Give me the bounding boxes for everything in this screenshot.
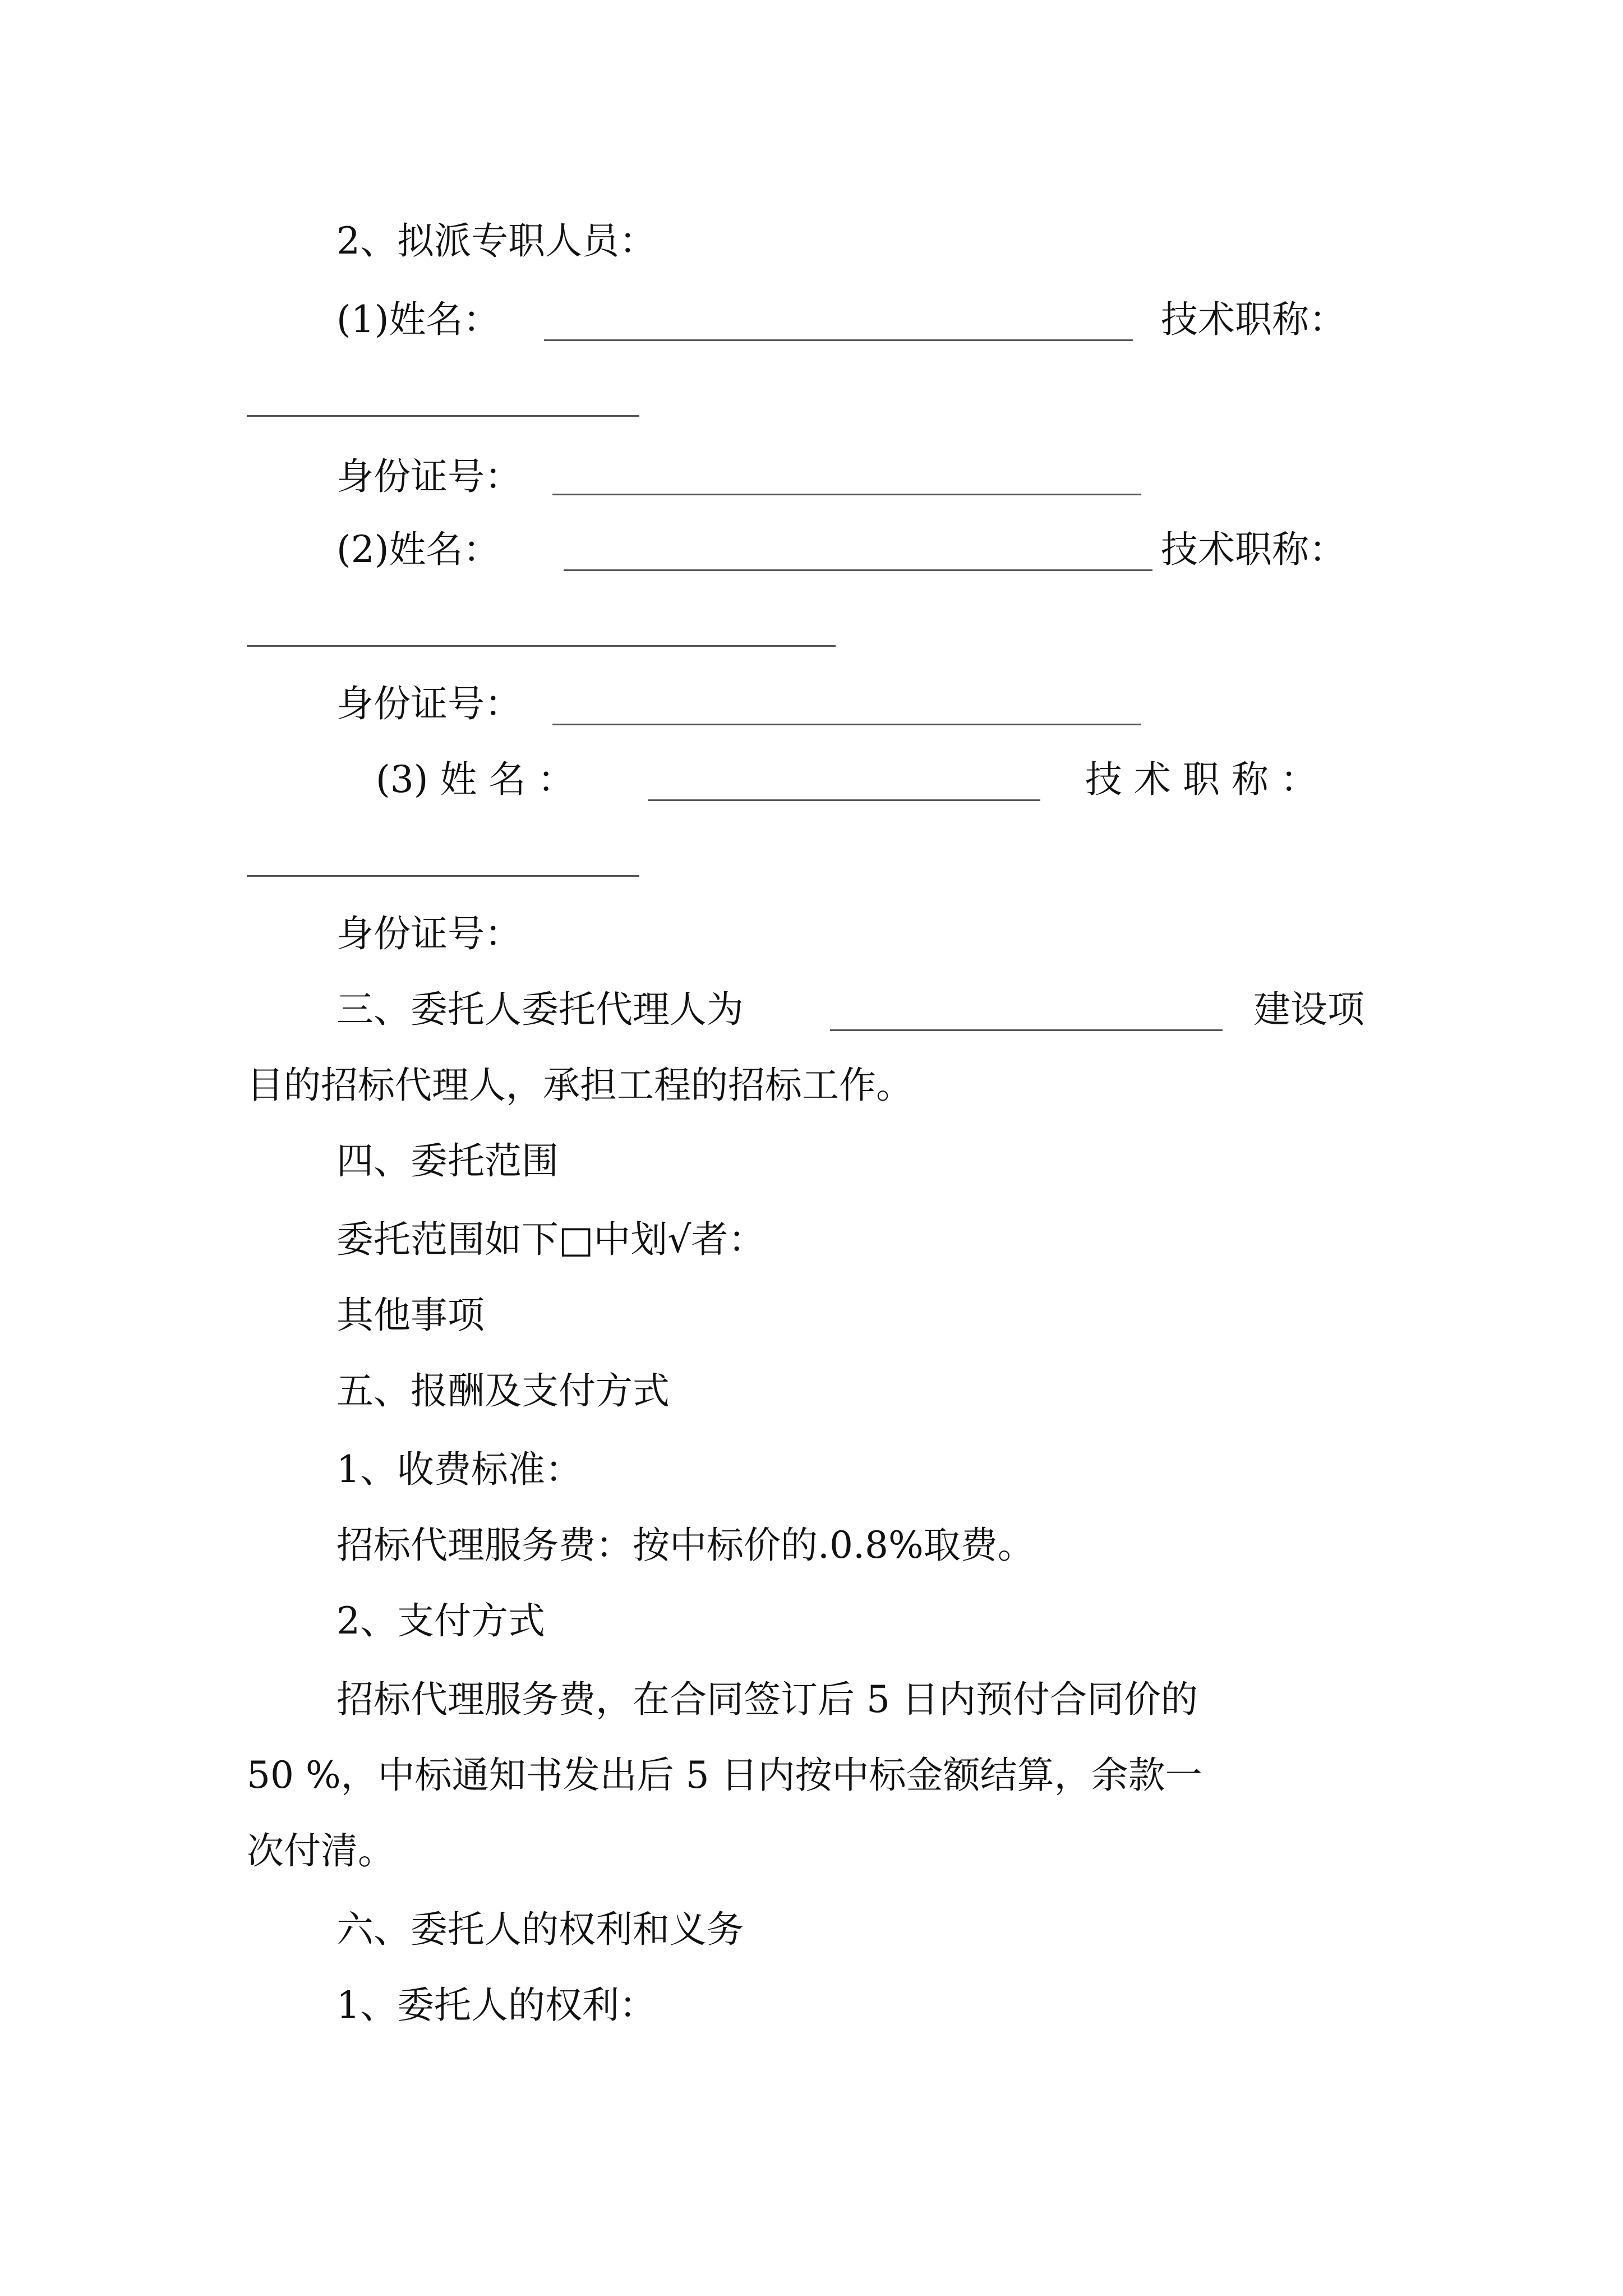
person-3-title-label: 技 术 职 称 ： bbox=[1085, 758, 1317, 801]
project-name-blank[interactable] bbox=[830, 1029, 1223, 1031]
client-rights-heading: 1、委托人的权利： bbox=[336, 1984, 656, 2027]
person-1-title-blank[interactable] bbox=[247, 415, 639, 417]
fee-standard-heading: 1、收费标准： bbox=[336, 1448, 582, 1491]
person-1-id-label: 身份证号： bbox=[336, 455, 522, 498]
person-2-name-blank[interactable] bbox=[564, 569, 1152, 571]
section-3-line-1-suffix: 建设项 bbox=[1253, 988, 1364, 1031]
section-4-heading: 四、委托范围 bbox=[336, 1139, 559, 1182]
person-2-title-blank[interactable] bbox=[247, 645, 836, 647]
fee-standard-text: 招标代理服务费：按中标价的.0.8%取费。 bbox=[336, 1524, 1035, 1567]
person-1-name-label: (1)姓名： bbox=[336, 298, 500, 341]
payment-text-line-3: 次付清。 bbox=[247, 1829, 395, 1872]
payment-method-heading: 2、支付方式 bbox=[336, 1599, 545, 1642]
assign-heading: 2、拟派专职人员： bbox=[336, 219, 656, 263]
payment-text-line-2: 50 %，中标通知书发出后 5 日内按中标金额结算，余款一 bbox=[247, 1754, 1202, 1797]
person-3-id-label: 身份证号： bbox=[336, 912, 522, 955]
section-3-line-2: 目的招标代理人，承担工程的招标工作。 bbox=[247, 1064, 913, 1107]
person-2-title-label: 技术职称： bbox=[1161, 528, 1346, 571]
section-5-heading: 五、报酬及支付方式 bbox=[336, 1369, 670, 1412]
person-3-name-label: (3) 姓 名 ： bbox=[376, 758, 575, 801]
person-3-name-blank[interactable] bbox=[648, 799, 1040, 801]
person-1-id-blank[interactable] bbox=[552, 494, 1141, 495]
section-4-scope-text: 委托范围如下□中划√者： bbox=[336, 1218, 766, 1261]
person-1-name-blank[interactable] bbox=[544, 339, 1133, 341]
person-2-id-label: 身份证号： bbox=[336, 682, 522, 725]
person-3-title-blank[interactable] bbox=[247, 875, 639, 877]
person-2-id-blank[interactable] bbox=[552, 724, 1141, 725]
section-4-other-items: 其他事项 bbox=[336, 1294, 485, 1337]
person-2-name-label: (2)姓名： bbox=[336, 528, 500, 571]
section-6-heading: 六、委托人的权利和义务 bbox=[336, 1908, 744, 1951]
person-1-title-label: 技术职称： bbox=[1161, 298, 1346, 341]
section-3-line-1-prefix: 三、委托人委托代理人为 bbox=[336, 988, 744, 1031]
payment-text-line-1: 招标代理服务费，在合同签订后 5 日内预付合同价的 bbox=[336, 1678, 1198, 1721]
